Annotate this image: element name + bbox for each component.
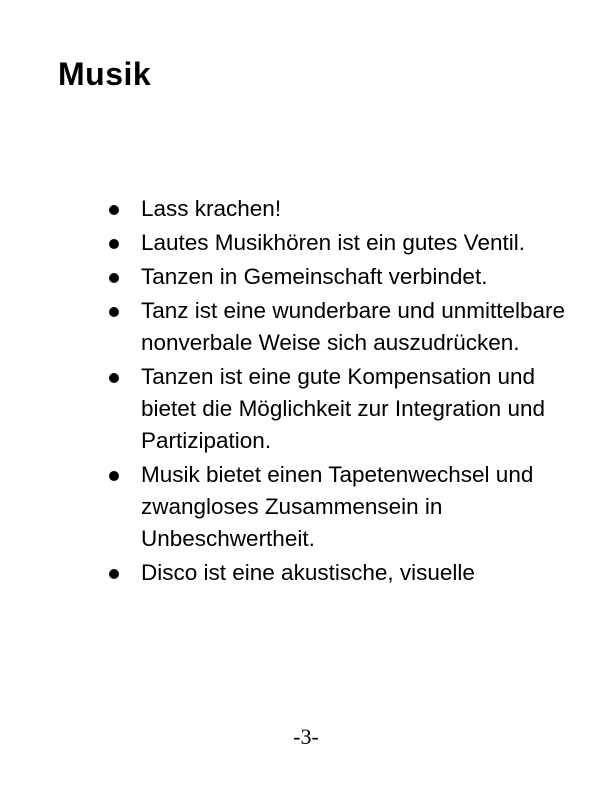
bullet-dot-icon — [109, 569, 119, 579]
list-item — [109, 193, 579, 225]
list-item-text: Disco ist eine akustische, visuelle — [141, 560, 475, 585]
list-item — [109, 361, 579, 457]
page-number: -3- — [293, 724, 319, 749]
bullet-dot-icon — [109, 373, 119, 383]
list-item — [109, 295, 579, 359]
bullet-dot-icon — [109, 239, 119, 249]
list-item-text: Lass krachen! — [141, 196, 282, 221]
list-item — [109, 459, 579, 555]
list-item-text: Lautes Musikhören ist ein gutes Ventil. — [141, 230, 525, 255]
list-item — [109, 261, 579, 293]
bullet-dot-icon — [109, 273, 119, 283]
list-item — [109, 557, 579, 589]
list-item-text: Tanzen in Gemeinschaft verbindet. — [141, 264, 488, 289]
list-item — [109, 227, 579, 259]
list-item-text: Musik bietet einen Tapetenwechsel und zwangloses Zusammensein in Unbeschwertheit. — [141, 462, 534, 551]
page-title: Musik — [58, 56, 152, 92]
list-item-text: Tanz ist eine wunderbare und unmittelbare nonverbale Weise sich auszudrücken. — [141, 298, 566, 355]
bullet-dot-icon — [109, 205, 119, 215]
bullet-dot-icon — [109, 307, 119, 317]
bullet-dot-icon — [109, 471, 119, 481]
list-item-text: Tanzen ist eine gute Kompensation und bietet die Möglichkeit zur Integration und Partizipation. — [141, 364, 545, 453]
bullet-list — [109, 193, 579, 591]
